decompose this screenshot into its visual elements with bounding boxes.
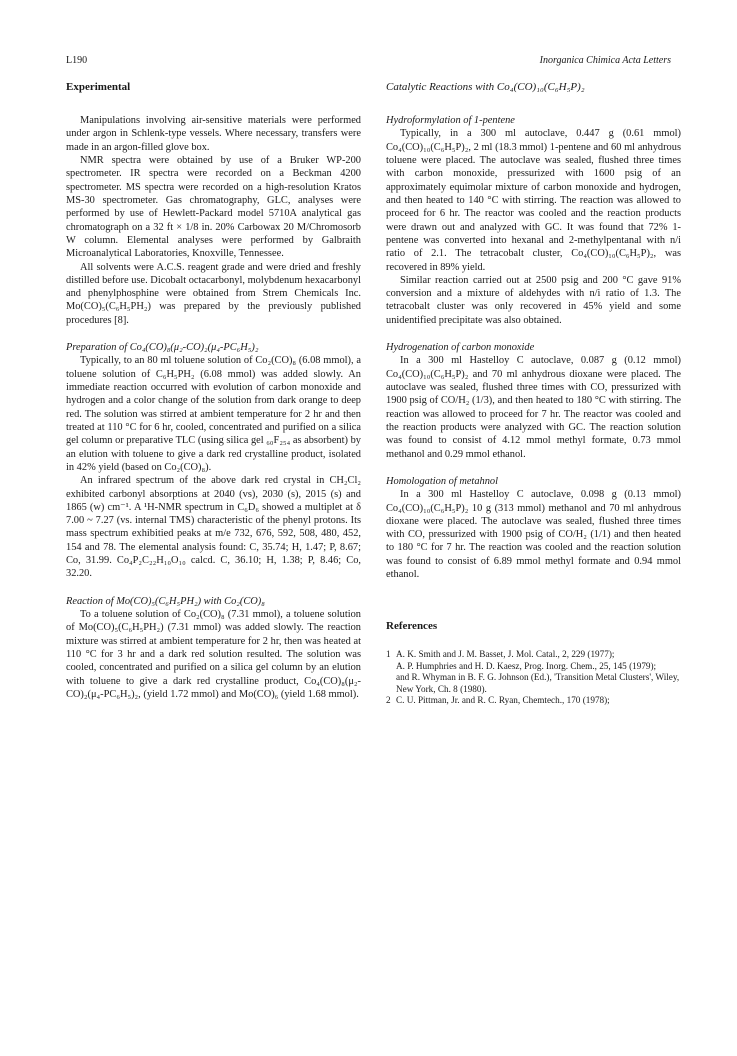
- intro-paragraph: NMR spectra were obtained by use of a Bruker WP-200 spectrometer. IR spectra were recorded on a Beckman 4200 spectrometer. MS spectra were recorded on a high-resolution Kratos MS-30 spectrometer. Gas chromatography, GLC, analyses were performed by use of Hewlett-Packard model 5710A analytical gas chromatograph on a 32 ft × 1/8 in. 20% Carbowax 20 M/Chromosorb W column. Elemental analyses were performed by Galbraith Microanalytical Laboratories, Knoxville, Tennessee.: [66, 155, 361, 260]
- reference-text: A. P. Humphries and H. D. Kaesz, Prog. Inorg. Chem., 25, 145 (1979);: [396, 660, 657, 671]
- preparation-heading: Preparation of Co₄(CO)₈(μ₂-CO)₂(μ₄-PC₆H₅)₂: [66, 342, 259, 354]
- right-column: [386, 80, 681, 707]
- reference-number: 2: [386, 695, 391, 706]
- reaction-heading: Reaction of Mo(CO)₅(C₆H₅PH₂) with Co₂(CO)₈: [66, 595, 265, 607]
- journal-name: Inorganica Chimica Acta Letters: [539, 55, 671, 66]
- hydrogenation-paragraph: In a 300 ml Hastelloy C autoclave, 0.087 g (0.12 mmol) Co₄(CO)₁₀(C₆H₅P)₂ and 70 ml anhydrous dioxane were placed. The autoclave was sealed, flushed three times with CO, pressurized with 1900 psig of CO/H₂ (1/3), and then heated to 180 °C with stirring. The reaction was allowed to proceed for 7 hr. The reactor was cooled and the reaction products were analyzed with GC. The reaction solution was found to consist of 4.12 mmol methyl formate, 0.73 mmol methanol and 0.29 mmol ethanol.: [386, 355, 681, 460]
- reference-number: 1: [386, 649, 391, 660]
- hydroformylation-heading: Hydroformylation of 1-pentene: [386, 115, 515, 127]
- preparation-paragraph: Typically, to an 80 ml toluene solution of Co₂(CO)₈ (6.08 mmol), a toluene solution of C₆H₅PH₂ (6.08 mmol) was added slowly. An immediate reaction occurred with evolution of carbon monoxide and hydrogen and a color change of the solution from dark orange to deep red. The solution was stirred at ambient temperature for 2 hr and then treated at 110 °C for 6 hr, cooled, concentrated and purified on a silica gel column or preparative TLC (using silica gel ₆₀F₂₅₄ as absorbent) by an elution with toluene to give a dark red crystalline product, isolated in 42% yield (based on Co₂(CO)₈).: [66, 355, 361, 473]
- intro-paragraph: All solvents were A.C.S. reagent grade and were dried and freshly distilled before use. Dicobalt octacarbonyl, molybdenum hexacarbonyl and phenylphosphine were obtained from Strem Chemicals Inc. Mo(CO)₅(C₆H₅PH₂) was prepared by the previously published procedures [8].: [66, 261, 361, 326]
- experimental-heading: Experimental: [66, 81, 131, 93]
- reference-item: [386, 695, 681, 707]
- hydrogenation-heading: Hydrogenation of carbon monoxide: [386, 342, 535, 354]
- reference-text: C. U. Pittman, Jr. and R. C. Ryan, Chemtech., 170 (1978);: [396, 695, 610, 706]
- reference-text: A. K. Smith and J. M. Basset, J. Mol. Catal., 2, 229 (1977);: [396, 649, 615, 660]
- reference-item: [386, 649, 681, 661]
- preparation-paragraph: An infrared spectrum of the above dark red crystal in CH₂Cl₂ exhibited carbonyl absorptions at 2040 (vs), 2030 (s), 2015 (s) and 1865 (w) cm⁻¹. A ¹H-NMR spectrum in C₆D₆ showed a multiplet at δ 7.00 ~ 7.27 (vs. internal TMS) characteristic of the phenyl protons. Its mass spectrum exhibitied peaks at m/e 732, 676, 592, 508, 480, 452, 154 and 78. The elemental analysis found: C, 35.74; H, 1.47; P, 8.67; Co, 31.99. Co₄P₂C₂₂H₁₀O₁₀ calcd. C, 36.10; H, 1.38; P, 8.46; Co, 32.20.: [66, 475, 361, 580]
- reference-text: and R. Whyman in B. F. G. Johnson (Ed.), 'Transition Metal Clusters', Wiley, New York, Ch. 8 (1980).: [396, 672, 680, 694]
- homologation-paragraph: In a 300 ml Hastelloy C autoclave, 0.098 g (0.13 mmol) Co₄(CO)₁₀(C₆H₅P)₂ 10 g (313 mmol) methanol and 70 ml anhydrous dioxane were placed. The autoclave was sealed, flushed three times with CO, pressurized with 1900 psig of CO/H₂ (1/1) and then heated to 180 °C for 7 hr. The reaction was cooled and the reaction solution was found to consist of 6.89 mmol methyl formate and 0.94 mmol ethanol.: [386, 489, 681, 581]
- reaction-paragraph: To a toluene solution of Co₂(CO)₈ (7.31 mmol), a toluene solution of Mo(CO)₅(C₆H₅PH₂) (7.31 mmol) was added slowly. The reaction mixture was stirred at ambient temperature for 2 hr, then was heated at 110 °C for 3 hr and a dark red solution resulted. The solution was cooled, concentrated and purified on a silica gel column by an elution with toluene to give a dark red crystalline product, Co₄(CO)₈(μ₂-CO)₂(μ₄-PC₆H₅)₂, (yield 1.72 mmol) and Mo(CO)₆ (yield 1.68 mmol).: [66, 609, 361, 700]
- page-number: L190: [66, 55, 88, 66]
- intro-paragraph: Manipulations involving air-sensitive materials were performed under argon in Schlenk-type vessels. Where necessary, transfers were made in an argon-filled glove box.: [66, 115, 361, 153]
- left-column: [66, 80, 361, 701]
- hydroformylation-paragraph: Typically, in a 300 ml autoclave, 0.447 g (0.61 mmol) Co₄(CO)₁₀(C₆H₅P)₂, 2 ml (18.3 mmol) 1-pentene and 60 ml anhydrous toluene were placed. The autoclave was sealed, flushed three times with carbon monoxide, pressurized with 1600 psig of an approximately equimolar mixture of carbon monoxide and hydrogen, and then heated to 140 °C with stirring. The reaction was allowed to proceed for 6 hr. The reactor was cooled and the reaction products were drawn out and analyzed with GC. It was found that 72% 1-pentene was converted into hexanal and 2-methylpentanal with n/i ratio of 2.1. The tetracobalt cluster, Co₄(CO)₁₀(C₆H₅P)₂, was recovered in 89% yield.: [386, 128, 681, 273]
- references-heading: References: [386, 620, 438, 633]
- hydroformylation-paragraph: Similar reaction carried out at 2500 psig and 200 °C gave 91% conversion and a mixture of aldehydes with n/i ratio of 1.3. The tetracobalt cluster was only recovered in 45% yield and some unidentified precipitate was also obtained.: [386, 274, 681, 326]
- homologation-heading: Homologation of metahnol: [386, 475, 498, 487]
- catalytic-heading: Catalytic Reactions with Co₄(CO)₁₀(C₆H₅P)₂: [386, 81, 585, 93]
